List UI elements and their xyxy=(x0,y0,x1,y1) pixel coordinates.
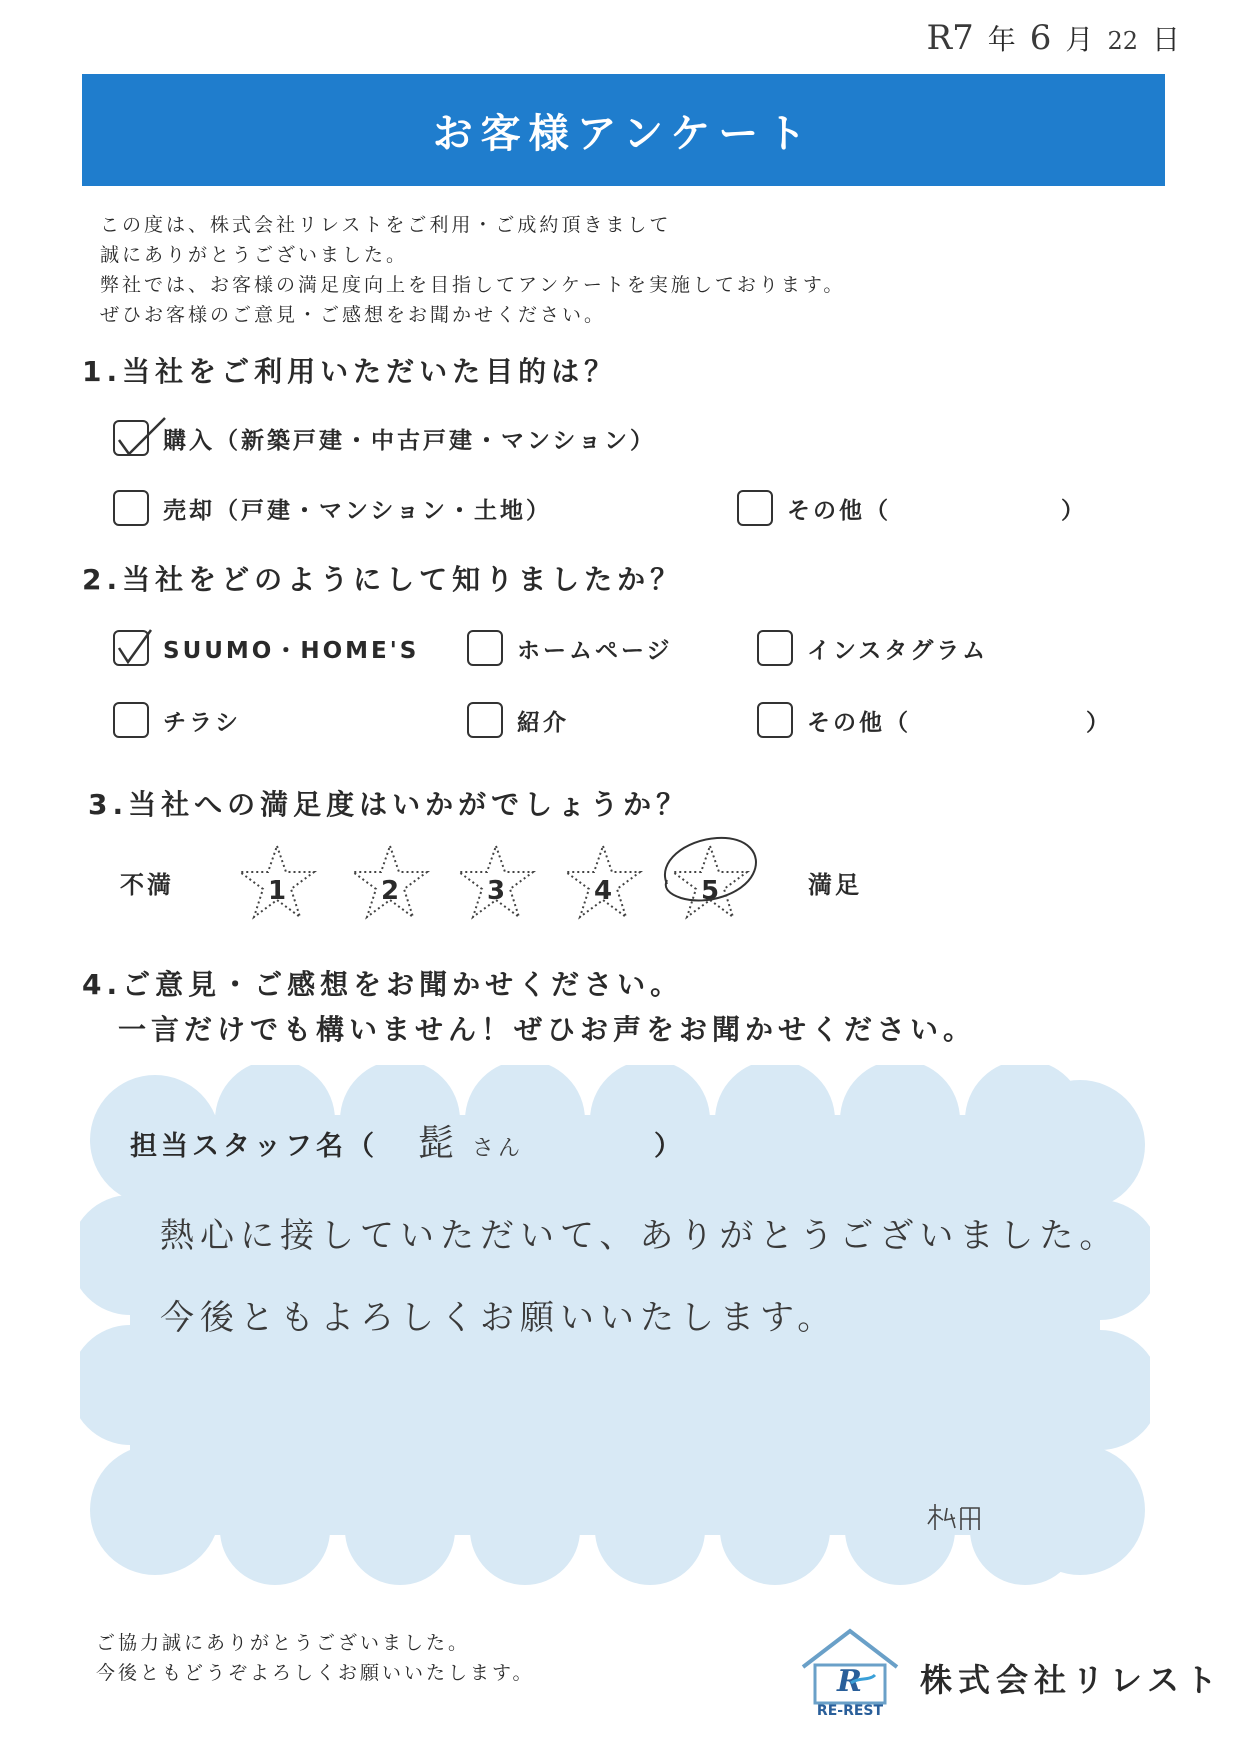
logo-text: RE-REST xyxy=(816,1703,884,1717)
rating-high-label: 満足 xyxy=(808,871,862,899)
q2-option-other[interactable] xyxy=(757,702,1112,738)
date-day-unit: 日 xyxy=(1151,23,1180,56)
comment-line: 今後ともよろしくお願いいたします。 xyxy=(160,1298,838,1338)
star-number: 1 xyxy=(267,876,287,906)
q1-option-close: ） xyxy=(1061,497,1087,524)
handwritten-signature xyxy=(925,1500,985,1536)
star-number: 3 xyxy=(486,876,506,906)
staff-suffix: さん xyxy=(472,1136,525,1161)
intro-text xyxy=(100,210,845,330)
q2-option-label: SUUMO・HOME'S xyxy=(163,637,420,664)
q4-title-line1: 4.ご意見・ご感想をお聞かせください。 xyxy=(82,968,684,1001)
closing-text xyxy=(96,1628,534,1688)
date-month: 6 xyxy=(1029,18,1052,58)
q2-option-label: その他（ xyxy=(807,709,911,736)
staff-name-field[interactable] xyxy=(130,1115,685,1166)
checkmark-icon xyxy=(113,414,173,458)
q2-option-homepage[interactable] xyxy=(467,630,673,666)
q2-option-instagram[interactable] xyxy=(757,630,988,666)
q2-option-suumo[interactable] xyxy=(113,630,419,666)
q2-title: 2.当社をどのようにして知りましたか？ xyxy=(82,563,684,596)
rating-star-1[interactable] xyxy=(237,842,317,922)
q1-option-purchase[interactable] xyxy=(113,420,656,456)
checkbox[interactable] xyxy=(467,702,503,738)
company-logo-icon xyxy=(795,1625,905,1717)
date-month-unit: 月 xyxy=(1065,23,1094,56)
q1-title: 1.当社をご利用いただいた目的は？ xyxy=(82,355,618,388)
checkmark-icon xyxy=(113,624,163,668)
checkbox[interactable] xyxy=(757,702,793,738)
closing-line: 今後ともどうぞよろしくお願いいたします。 xyxy=(96,1662,535,1684)
date-day: 22 xyxy=(1107,27,1138,55)
q1-option-sale[interactable] xyxy=(113,490,552,526)
q2-option-close: ） xyxy=(1086,709,1112,736)
star-number: 5 xyxy=(700,876,720,906)
checkbox[interactable] xyxy=(113,702,149,738)
q2-option-referral[interactable] xyxy=(467,702,569,738)
star-number: 4 xyxy=(593,876,613,906)
q3-title: 3.当社への満足度はいかがでしょうか？ xyxy=(88,788,690,821)
q2-option-flyer[interactable] xyxy=(113,702,241,738)
checkbox[interactable] xyxy=(113,490,149,526)
staff-label: 担当スタッフ名（ xyxy=(130,1131,378,1162)
date-era-year: R7 xyxy=(926,18,974,58)
intro-line: この度は、株式会社リレストをご利用・ご成約頂きまして xyxy=(100,214,672,236)
q1-option-label: 売却（戸建・マンション・土地） xyxy=(163,497,552,524)
q4-title-line2: 一言だけでも構いません！ぜひお声をお聞かせください。 xyxy=(118,1013,977,1046)
rating-star-2[interactable] xyxy=(350,842,430,922)
q1-option-label: 購入（新築戸建・中古戸建・マンション） xyxy=(163,427,656,454)
page-title: お客様アンケート xyxy=(432,110,815,157)
rating-star-3[interactable] xyxy=(456,842,536,922)
intro-line: 誠にありがとうございました。 xyxy=(100,244,409,266)
rating-low-label: 不満 xyxy=(120,871,174,899)
company-name: 株式会社リレスト xyxy=(920,1661,1224,1699)
closing-line: ご協力誠にありがとうございました。 xyxy=(96,1632,471,1654)
checkbox[interactable] xyxy=(737,490,773,526)
selection-circle-icon xyxy=(655,832,765,912)
q2-option-label: 紹介 xyxy=(517,709,569,736)
intro-line: 弊社では、お客様の満足度向上を目指してアンケートを実施しております。 xyxy=(100,274,846,296)
q2-option-label: ホームページ xyxy=(517,637,673,664)
checkbox-checked[interactable] xyxy=(113,630,149,666)
staff-close-paren: ） xyxy=(654,1131,686,1162)
q2-option-label: チラシ xyxy=(163,709,241,736)
star-number: 2 xyxy=(380,876,400,906)
comment-line: 熱心に接していただいて、ありがとうございました。 xyxy=(160,1216,1120,1256)
q2-option-label: インスタグラム xyxy=(807,637,989,664)
checkbox-checked[interactable] xyxy=(113,420,149,456)
title-banner xyxy=(82,74,1165,186)
checkbox[interactable] xyxy=(757,630,793,666)
date-line xyxy=(927,18,1180,58)
svg-text:R: R xyxy=(837,1664,862,1699)
checkbox[interactable] xyxy=(467,630,503,666)
rating-star-4[interactable] xyxy=(563,842,643,922)
q1-option-other[interactable] xyxy=(737,490,1087,526)
intro-line: ぜひお客様のご意見・ご感想をお聞かせください。 xyxy=(100,304,607,326)
q1-option-label: その他（ xyxy=(787,497,891,524)
date-year-unit: 年 xyxy=(987,23,1016,56)
staff-name: 髭 xyxy=(418,1123,459,1164)
